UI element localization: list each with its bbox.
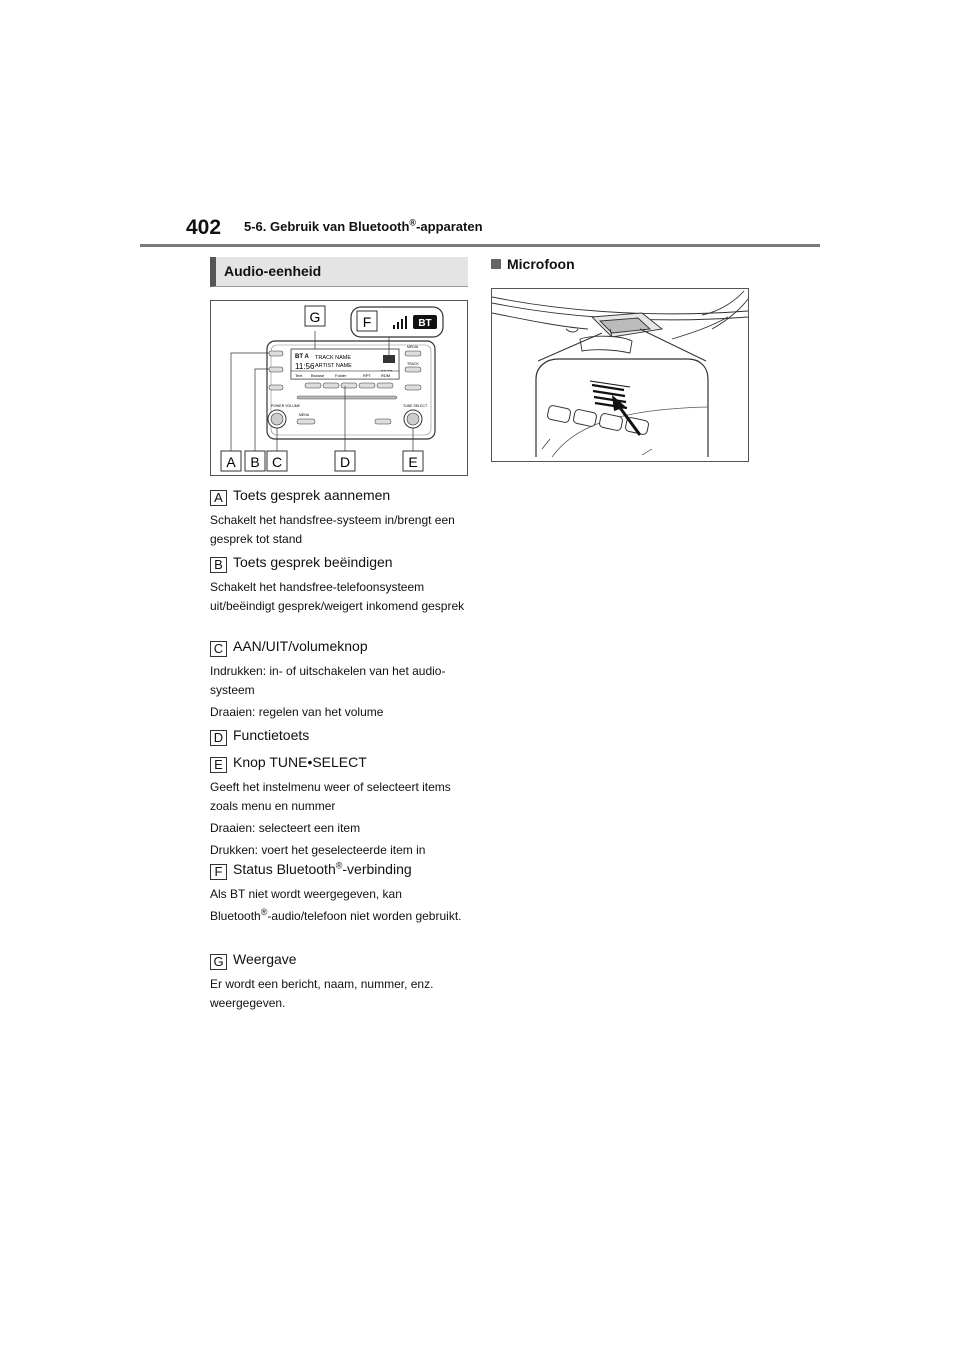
item-e-desc-3: Drukken: voert het geselecteerde item in xyxy=(210,843,426,857)
square-bullet-icon xyxy=(491,259,501,269)
item-g-title: Weergave xyxy=(233,951,297,967)
menu-button xyxy=(297,419,315,424)
menu-label: MENU xyxy=(299,413,310,417)
item-b-desc: Schakelt het handsfree-telefoonsysteem uit/beëindigt gesprek/weigert inkomend gesprek xyxy=(210,580,465,613)
source-label: BT A xyxy=(295,354,309,360)
speaker-button xyxy=(405,385,421,390)
microphone-zoom-inset xyxy=(536,359,708,457)
item-c-title: AAN/UIT/volumeknop xyxy=(233,638,368,654)
power-volume-label: POWER VOLUME xyxy=(271,404,300,408)
letter-d: D xyxy=(210,730,227,746)
item-a-desc: Schakelt het handsfree-systeem in/brengt een gesprek tot stand xyxy=(210,513,455,546)
item-e xyxy=(210,753,468,862)
call-end-button xyxy=(269,367,283,372)
item-c xyxy=(210,637,468,724)
item-b xyxy=(210,553,468,618)
letter-c: C xyxy=(210,641,227,657)
artist-name: ARTIST NAME xyxy=(315,363,352,369)
section-title: 5-6. Gebruik van Bluetooth®-apparaten xyxy=(244,217,483,234)
letter-e: E xyxy=(210,757,227,773)
track-name: TRACK NAME xyxy=(315,355,352,361)
item-f xyxy=(210,860,468,928)
bt-screen-icon xyxy=(383,355,395,363)
item-c-desc-1: Indrukken: in- of uitschakelen van het audio-systeem xyxy=(210,664,446,697)
audio-section-heading: Audio-eenheid xyxy=(210,257,468,287)
item-b-title: Toets gesprek beëindigen xyxy=(233,554,393,570)
item-g xyxy=(210,950,468,1015)
call-answer-button xyxy=(269,351,283,356)
audio-unit-illustration xyxy=(211,301,467,475)
bt-badge-text: BT xyxy=(418,318,432,329)
callout-f-letter: F xyxy=(362,314,372,330)
media-button xyxy=(405,351,421,356)
callout-a-letter: A xyxy=(226,454,236,470)
callout-b-letter: B xyxy=(250,454,260,470)
eject-button xyxy=(269,385,283,390)
item-c-desc-2: Draaien: regelen van het volume xyxy=(210,705,384,719)
track-button xyxy=(405,367,421,372)
item-f-desc-1: Als BT niet wordt weergegeven, kan xyxy=(210,887,402,901)
callout-g-letter: G xyxy=(309,309,321,325)
media-label: MEDIA xyxy=(407,345,419,349)
soft-key-browse: Browse xyxy=(311,373,325,378)
soft-key-rpt: RPT xyxy=(363,373,371,378)
soft-key-folder: Folder xyxy=(335,373,347,378)
item-g-desc: Er wordt een bericht, naam, nummer, enz. weergegeven. xyxy=(210,977,434,1010)
soft-key-rdm: RDM xyxy=(381,373,391,378)
microphone-heading: Microfoon xyxy=(491,256,575,272)
item-f-desc-2: Bluetooth®-audio/telefoon niet worden gebruikt. xyxy=(210,907,462,923)
tune-select-label: TUNE SELECT xyxy=(403,404,428,408)
time-display: 11:56 xyxy=(295,362,315,371)
audio-unit-figure xyxy=(210,300,468,476)
item-e-title: Knop TUNE•SELECT xyxy=(233,754,367,770)
callout-e-letter: E xyxy=(408,454,418,470)
item-e-desc-2: Draaien: selecteert een item xyxy=(210,821,361,835)
item-f-title-prefix: Status Bluetooth xyxy=(233,861,336,877)
callout-c-letter: C xyxy=(271,454,283,470)
letter-a: A xyxy=(210,490,227,506)
microphone-illustration xyxy=(492,289,748,461)
item-a xyxy=(210,486,468,551)
settings-button xyxy=(375,419,391,424)
track-label: TRACK xyxy=(407,362,419,366)
letter-g: G xyxy=(210,954,227,970)
item-e-desc-1: Geeft het instelmenu weer of selecteert items zoals menu en nummer xyxy=(210,780,451,813)
letter-b: B xyxy=(210,557,227,573)
function-keys xyxy=(305,383,393,388)
item-f-title-suffix: -verbinding xyxy=(342,861,412,877)
microphone-figure xyxy=(491,288,749,462)
item-d-title: Functietoets xyxy=(233,727,310,743)
soft-key-text: Text xyxy=(295,373,303,378)
disc-slot xyxy=(297,396,397,399)
letter-f: F xyxy=(210,864,227,880)
item-f-title-sup: ® xyxy=(335,860,343,871)
callout-d-letter: D xyxy=(339,454,351,470)
page-number: 402 xyxy=(186,216,222,239)
item-a-title: Toets gesprek aannemen xyxy=(233,487,391,503)
item-d xyxy=(210,726,468,746)
header-divider xyxy=(140,244,820,247)
